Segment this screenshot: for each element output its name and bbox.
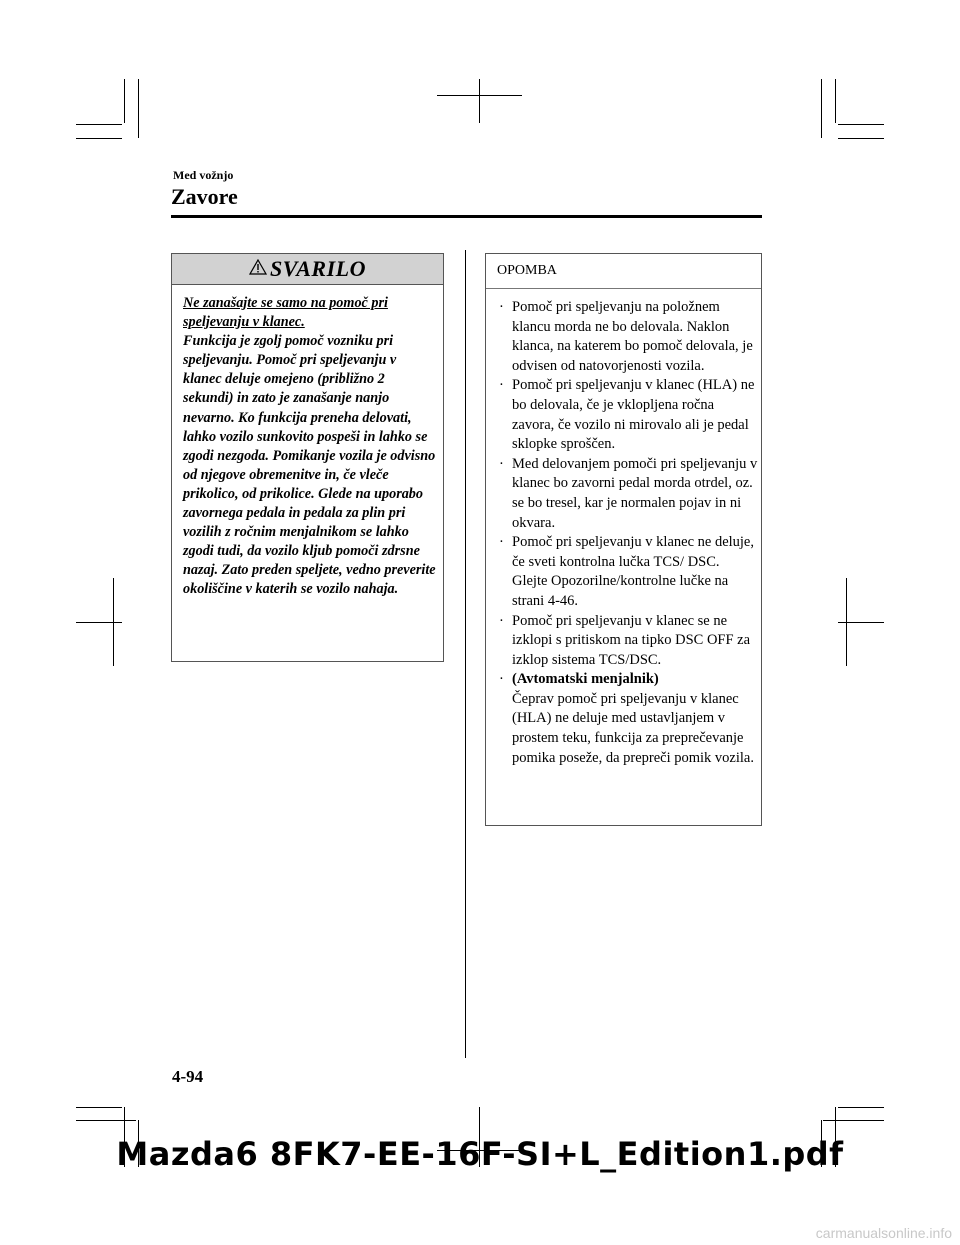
note-item bbox=[496, 670, 758, 768]
warning-header bbox=[172, 254, 443, 285]
section-label: Med vožnjo bbox=[173, 168, 234, 182]
note-item bbox=[496, 612, 758, 671]
note-item-text: Pomoč pri speljevanju na položnem klancu morda ne bo delovala. Naklon klanca, na katerem bo pomoč delovala, je odvisen od natovorjenosti vozila. bbox=[512, 299, 753, 374]
warning-body bbox=[183, 294, 437, 600]
title-rule bbox=[171, 215, 762, 218]
warning-text: Funkcija je zgolj pomoč vozniku pri speljevanju. Pomoč pri speljevanju v klanec deluje omejeno (približno 2 sekundi) in zato je zanašanje nanjo nevarno. Ko funkcija preneha delovati, lahko vozilo sunkovito pospeši in lahko se zgodi nezgoda. Pomikanje vozila je odvisno od njegove obremenitve in, če vleče prikolico, od prikolice. Glede na uporabo zavornega pedala in pedala za plin pri vozilih z ročnim menjalnikom se lahko zgodi tudi, da vozilo kljub pomoči zdrsne nazaj. Zato preden speljete, vedno preverite okoliščine v katerih se vozilo nahaja. bbox=[183, 333, 436, 598]
bullet-dot-icon: · bbox=[499, 299, 504, 315]
warning-box bbox=[171, 253, 444, 662]
warning-heading: Ne zanašajte se samo na pomoč pri speljevanju v klanec. bbox=[183, 295, 388, 331]
page-number: 4-94 bbox=[172, 1067, 204, 1086]
note-item bbox=[496, 376, 758, 454]
note-item-text: Čeprav pomoč pri speljevanju v klanec (HLA) ne deluje med ustavljanjem v prostem teku, funkcija za preprečevanje pomika poseže, da prepreči pomik vozila. bbox=[512, 690, 754, 766]
note-item-reference: Glejte Opozorilne/kontrolne lučke na strani 4-46. bbox=[512, 573, 729, 609]
bullet-dot-icon: · bbox=[499, 534, 504, 551]
note-item bbox=[496, 533, 758, 611]
bullet-dot-icon: · bbox=[499, 612, 504, 629]
bullet-dot-icon: · bbox=[499, 377, 504, 394]
note-item-lead: (Avtomatski menjalnik) bbox=[512, 671, 659, 688]
warning-title: SVARILO bbox=[269, 256, 366, 281]
bullet-dot-icon: · bbox=[499, 455, 504, 472]
note-list bbox=[496, 298, 758, 768]
column-divider bbox=[465, 250, 466, 1058]
note-item-text: Pomoč pri speljevanju v klanec se ne izklopi s pritiskom na tipko DSC OFF za izklop sistema TCS/DSC. bbox=[512, 612, 751, 668]
page-title: Zavore bbox=[171, 184, 238, 209]
note-box bbox=[485, 253, 762, 826]
watermark: carmanualsonline.info bbox=[815, 1225, 952, 1241]
warning-triangle-icon bbox=[249, 259, 267, 280]
bullet-dot-icon: · bbox=[499, 671, 504, 688]
note-title: OPOMBA bbox=[486, 254, 761, 289]
note-item-text: Pomoč pri speljevanju v klanec (HLA) ne bo delovala, če je vklopljena ročna zavora, če vozilo ni mirovalo ali je pedal sklopke sproščen. bbox=[512, 377, 755, 453]
footer-file-name: Mazda6 8FK7-EE-16F-SI+L_Edition1.pdf bbox=[116, 1135, 844, 1173]
note-item-text: Pomoč pri speljevanju v klanec ne deluje, če sveti kontrolna lučka TCS/ DSC. bbox=[512, 534, 754, 570]
note-item bbox=[496, 298, 758, 376]
note-item bbox=[496, 455, 758, 533]
note-item-text: Med delovanjem pomoči pri speljevanju v klanec bo zavorni pedal morda otrdel, oz. se bo tresel, kar je normalen pojav in ni okvara. bbox=[512, 455, 758, 531]
